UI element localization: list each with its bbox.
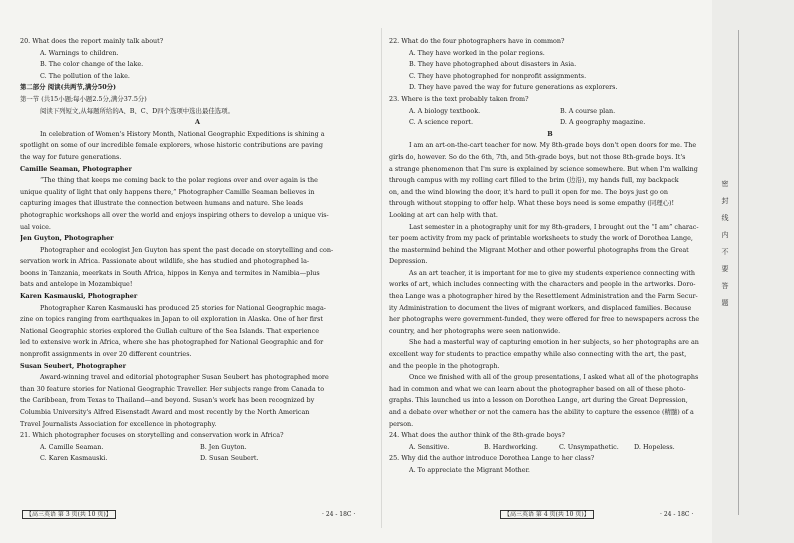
passage-line: spotlight on some of our incredible female explorers, whose historic contributions are paving (20, 141, 323, 150)
question-23-options-row (389, 106, 711, 118)
passage-line: Photographer Karen Kasmauski has produced 25 stories for National Geographic maga- (40, 303, 326, 312)
right-page-column (389, 36, 711, 477)
seal-char: 线 (721, 214, 729, 222)
passage-line: capturing images that illustrate the connection between humans and nature. She leads (20, 199, 304, 208)
right-page-footer-box: 【高三英语 第 4 页(共 10 页)】 (500, 511, 594, 519)
passage-line: ter poem activity from my pack of printable worksheets to study the work of Dorothea Lange, (389, 234, 693, 243)
question-25-option: A. To appreciate the Migrant Mother. (409, 465, 530, 474)
passage-line: a strange phenomenon that I'm sure is explained by science somewhere. But when I'm walking (389, 164, 698, 173)
photographer-heading: Jen Guyton, Photographer (20, 234, 114, 243)
passage-line: person. (389, 419, 414, 428)
passage-line: on, and the wind blowing the door, it's hard to pull it open for me. The boys just go on (389, 187, 668, 196)
passage-line: and a debate over whether or not the camera has the ability to capture the essence (精髓) of a (389, 408, 694, 416)
seal-line (738, 30, 739, 515)
question-22-option: B. They have photographed about disasters in Asia. (409, 60, 577, 69)
passage-line: Last semester in a photography unit for my 8th-graders, I brought out the “I am” charac- (409, 222, 699, 231)
question-21-option: C. Karen Kasmauski. (40, 454, 108, 463)
seal-line-note (720, 176, 730, 312)
passage-line: the Caribbean, from Texas to Thailand—and beyond. Susan's work has been recognized by (20, 396, 315, 405)
photographer-heading: Susan Seubert, Photographer (20, 361, 126, 370)
passage-line: country, and her photographs were seen nationwide. (389, 326, 561, 335)
question-22-stem: 22. What do the four photographers have in common? (389, 37, 565, 45)
left-page-footer-box: 【高三英语 第 3 页(共 10 页)】 (22, 511, 116, 519)
question-23-stem: 23. Where is the text probably taken from? (389, 94, 529, 103)
seal-char: 内 (721, 231, 729, 239)
question-21-option: B. Jen Guyton. (200, 442, 247, 451)
question-22-option: D. They have paved the way for future generations as explorers. (409, 83, 618, 92)
passage-line: bats and antelope in Mozambique! (20, 280, 133, 289)
question-24-option: D. Hopeless. (634, 442, 675, 451)
question-21-option: A. Camille Seaman. (40, 442, 104, 451)
passage-line: the way for future generations. (20, 152, 122, 161)
question-25-stem: 25. Why did the author introduce Dorothea Lange to her class? (389, 454, 595, 463)
passage-line: and the people in the photograph. (389, 361, 500, 370)
passage-line: Travel Journalists Association for excellence in photography. (20, 419, 217, 428)
seal-char: 密 (721, 180, 729, 188)
passage-a-heading: A (195, 118, 200, 127)
reading-instruction: 阅读下列短文,从每题所给的A、B、C、D四个选项中选出最佳选项。 (40, 106, 234, 115)
question-23-option: A. A biology textbook. (409, 106, 481, 115)
passage-line: Award-winning travel and editorial photographer Susan Seubert has photographed more (40, 373, 329, 382)
passage-line: had in common and what we can learn about the photographer based on all of these photo- (389, 384, 686, 393)
passage-line: girls do, however. So do the 6th, 7th, and 5th-grade boys, but not those 8th-grade boys. It's (389, 152, 686, 161)
question-22-option: C. They have photographed for nonprofit assignments. (409, 71, 587, 80)
right-page-footer-code: · 24 - 18C · (660, 511, 694, 518)
passage-b-heading: B (547, 129, 553, 138)
question-20-option: C. The pollution of the lake. (40, 71, 130, 80)
passage-line: Depression. (389, 257, 428, 266)
question-24-stem: 24. What does the author think of the 8th-grade boys? (389, 431, 565, 440)
question-24-option: C. Unsympathetic. (559, 442, 619, 451)
seal-char: 不 (721, 248, 729, 256)
left-page-column (20, 36, 375, 465)
passage-line: graphs. This launched us into a lesson on Dorothea Lange, art during the Great Depression, (389, 396, 688, 405)
question-20-option: A. Warnings to children. (40, 48, 119, 57)
question-21-option: D. Susan Seubert. (200, 454, 259, 463)
passage-line: Photographer and ecologist Jen Guyton has spent the past decade on storytelling and con- (40, 245, 334, 254)
section-one-title: 第一节 (共15小题;每小题2.5分,满分37.5分) (20, 94, 147, 103)
question-23-options-row (389, 117, 711, 129)
photographer-heading: Karen Kasmauski, Photographer (20, 292, 138, 301)
part-two-title: 第二部分 阅读(共两节,满分50分) (20, 83, 117, 92)
passage-line: Looking at art can help with that. (389, 210, 498, 219)
passage-line: ual voice. (20, 222, 51, 231)
passage-line: servation work in Africa. Passionate about wildlife, she has studied and photographed la- (20, 257, 310, 266)
passage-line: I am an art-on-the-cart teacher for now. My 8th-grade boys don't open doors for me. The (409, 141, 697, 150)
seal-char: 要 (721, 265, 729, 273)
question-23-option: D. A geography magazine. (560, 118, 646, 127)
left-page-footer-code: · 24 - 18C · (322, 511, 356, 518)
question-24-option: B. Hardworking. (484, 442, 538, 451)
passage-line: than 30 feature stories for National Geographic Traveller. Her subjects range from Canada to (20, 384, 325, 393)
passage-line: zine on topics ranging from earthquakes in Japan to oil exploration in Alaska. One of her first (20, 315, 323, 324)
question-23-option: C. A science report. (409, 118, 473, 127)
question-21-stem: 21. Which photographer focuses on storytelling and conservation work in Africa? (20, 431, 284, 440)
passage-line: As an art teacher, it is important for me to give my students experience connecting with (409, 268, 696, 277)
seal-char: 题 (721, 299, 729, 307)
passage-line: ity Administration to document the lives of migrant workers, and displaced families. Because (389, 303, 692, 312)
passage-line: through without stopping to offer help. What these boys need is some empathy (同理心)! (389, 199, 675, 208)
passage-line: unique quality of light that only happens there,” Photographer Camille Seaman believes in (20, 187, 315, 196)
passage-line: through campus with my rolling cart filled to the brim (边沿), my hands full, my backpack (389, 176, 679, 185)
passage-line: “The thing that keeps me coming back to the polar regions over and over again is the (40, 176, 318, 185)
seal-char: 答 (721, 282, 729, 290)
passage-line: photographic workshops all over the world and enjoys inspiring others to develop a unique vis- (20, 210, 329, 219)
passage-line: Columbia University's Alfred Eisenstadt Award and most recently by the North American (20, 408, 310, 416)
column-divider (381, 28, 382, 528)
question-23-option: B. A course plan. (560, 106, 616, 115)
passage-line: works of art, which includes connecting with the characters and people in the artworks. Doro- (389, 280, 696, 289)
passage-line: In celebration of Women's History Month, National Geographic Expeditions is shining a (40, 129, 325, 138)
passage-line: She had a masterful way of capturing emotion in her subjects, so her photographs are an (409, 338, 699, 347)
passage-line: nonprofit assignments in over 20 different countries. (20, 350, 192, 359)
question-21-options-row (20, 442, 375, 454)
passage-line: led to extensive work in Africa, where she has photographed for National Geographic and for (20, 338, 324, 347)
question-21-options-row (20, 453, 375, 465)
seal-char: 封 (721, 197, 729, 205)
question-24-option: A. Sensitive. (409, 442, 450, 451)
passage-line: National Geographic stories explored the Gullah culture of the Sea Islands. That experience (20, 326, 320, 335)
passage-line: Once we finished with all of the group presentations, I asked what all of the photographs (409, 373, 699, 382)
passage-line: excellent way for students to practice empathy while also connecting with the art, the past, (389, 350, 687, 359)
passage-line: thea Lange was a photographer hired by the Resettlement Administration and the Farm Secur- (389, 292, 698, 301)
question-20-option: B. The color change of the lake. (40, 60, 144, 69)
passage-line: her photographs were government-funded, they were offered for free to newspapers across the (389, 315, 700, 324)
photographer-heading: Camille Seaman, Photographer (20, 164, 132, 173)
question-20-stem: 20. What does the report mainly talk about? (20, 37, 164, 45)
question-24-options-row (389, 442, 711, 454)
passage-line: boons in Tanzania, meerkats in South Africa, hippos in Kenya and termites in Namibia—plus (20, 268, 320, 277)
passage-line: the mastermind behind the Migrant Mother and other powerful photographs from the Great (389, 245, 689, 254)
question-22-option: A. They have worked in the polar regions. (409, 48, 545, 57)
